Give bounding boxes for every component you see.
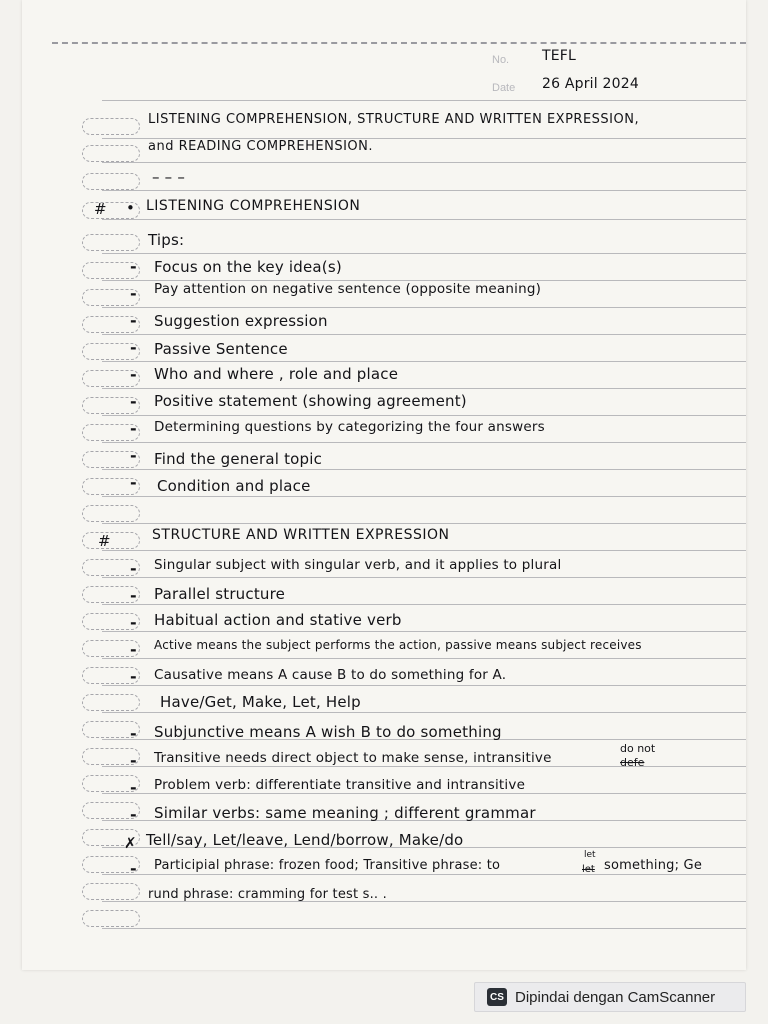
dash-bullet: - — [130, 392, 137, 411]
ruled-line — [102, 928, 746, 929]
struck-text: let — [582, 864, 595, 875]
bullet-icon: • — [126, 199, 135, 217]
list-item: Transitive needs direct object to make sense, intransitive — [154, 750, 552, 766]
margin-hole — [82, 694, 140, 711]
margin-hole — [82, 173, 140, 190]
list-item: Pay attention on negative sentence (opposite meaning) — [154, 281, 542, 297]
dash-bullet: - — [130, 805, 137, 824]
list-item: Focus on the key idea(s) — [154, 258, 342, 276]
list-item: Tell/say, Let/leave, Lend/borrow, Make/do — [146, 831, 464, 849]
list-item: Active means the subject performs the action, passive means subject receives — [154, 638, 642, 652]
ruled-line — [102, 334, 746, 335]
tips-label: Tips: — [148, 231, 185, 249]
title-separator: – – – — [152, 168, 186, 186]
cross-mark-icon: ✗ — [124, 834, 137, 852]
list-item: Who and where , role and place — [154, 365, 399, 383]
list-item-continuation: something; Ge — [604, 858, 703, 873]
dash-bullet: - — [130, 586, 137, 605]
margin-hole — [82, 234, 140, 251]
camscanner-watermark — [474, 982, 746, 1012]
dash-bullet: - — [130, 559, 137, 578]
dash-bullet: - — [130, 751, 137, 770]
no-label: No. — [492, 54, 510, 66]
ruled-line — [102, 712, 746, 713]
inserted-text: let — [584, 850, 596, 860]
watermark-text: Dipindai dengan CamScanner — [515, 988, 716, 1006]
list-item: Parallel structure — [154, 585, 286, 603]
ruled-line — [102, 685, 746, 686]
margin-hole — [82, 532, 140, 549]
ruled-line — [102, 469, 746, 470]
title-line-1: LISTENING COMPREHENSION, STRUCTURE AND WRITTEN EXPRESSION, — [148, 112, 640, 127]
date-value: 26 April 2024 — [542, 76, 639, 92]
ruled-line — [102, 100, 746, 101]
margin-hole — [82, 883, 140, 900]
dash-bullet: - — [130, 257, 137, 276]
ruled-line — [102, 496, 746, 497]
dash-bullet: - — [130, 667, 137, 686]
ruled-line — [102, 442, 746, 443]
inserted-text: do not — [620, 742, 656, 755]
page-top-border — [52, 42, 746, 44]
ruled-line — [102, 604, 746, 605]
ruled-line — [102, 219, 746, 220]
section-marker: # — [98, 532, 111, 550]
ruled-line — [102, 361, 746, 362]
ruled-line — [102, 162, 746, 163]
ruled-line — [102, 415, 746, 416]
list-item: Condition and place — [157, 477, 311, 495]
list-item: Participial phrase: frozen food; Transitive phrase: to — [154, 858, 501, 873]
ruled-line — [102, 388, 746, 389]
dash-bullet: - — [130, 613, 137, 632]
camscanner-logo-icon: CS — [487, 988, 507, 1006]
margin-hole — [82, 910, 140, 927]
section-marker: # — [94, 200, 107, 218]
section-heading-structure: STRUCTURE AND WRITTEN EXPRESSION — [152, 527, 450, 543]
causative-examples: Have/Get, Make, Let, Help — [160, 693, 361, 711]
list-item: rund phrase: cramming for test s.. . — [148, 887, 387, 902]
dash-bullet: - — [130, 859, 137, 878]
ruled-line — [102, 793, 746, 794]
list-item: Find the general topic — [154, 450, 323, 468]
ruled-line — [102, 523, 746, 524]
dash-bullet: - — [130, 338, 137, 357]
ruled-line — [102, 874, 746, 875]
list-item: Passive Sentence — [154, 340, 288, 358]
list-item: Subjunctive means A wish B to do something — [154, 723, 502, 741]
title-line-2: and READING COMPREHENSION. — [148, 139, 374, 154]
dash-bullet: - — [130, 473, 137, 492]
list-item: Singular subject with singular verb, and it applies to plural — [154, 557, 562, 573]
dash-bullet: - — [130, 778, 137, 797]
dash-bullet: - — [130, 640, 137, 659]
dash-bullet: - — [130, 284, 137, 303]
margin-hole — [82, 505, 140, 522]
dash-bullet: - — [130, 446, 137, 465]
ruled-line — [102, 577, 746, 578]
dash-bullet: - — [130, 724, 137, 743]
list-item: Problem verb: differentiate transitive and intransitive — [154, 777, 526, 793]
dash-bullet: - — [130, 365, 137, 384]
section-heading-listening: LISTENING COMPREHENSION — [146, 198, 361, 214]
ruled-line — [102, 658, 746, 659]
list-item: Positive statement (showing agreement) — [154, 392, 467, 410]
no-value: TEFL — [542, 48, 577, 64]
ruled-line — [102, 631, 746, 632]
dash-bullet: - — [130, 311, 137, 330]
date-label: Date — [492, 82, 516, 94]
list-item: Suggestion expression — [154, 312, 328, 330]
list-item: Determining questions by categorizing the four answers — [154, 419, 545, 435]
ruled-line — [102, 766, 746, 767]
ruled-line — [102, 190, 746, 191]
list-item: Causative means A cause B to do something for A. — [154, 667, 507, 683]
list-item: Similar verbs: same meaning ; different grammar — [154, 804, 536, 822]
dash-bullet: - — [130, 419, 137, 438]
list-item: Habitual action and stative verb — [154, 611, 402, 629]
margin-hole — [82, 118, 140, 135]
ruled-line — [102, 307, 746, 308]
ruled-line — [102, 550, 746, 551]
ruled-line — [102, 253, 746, 254]
struck-text: defe — [620, 756, 645, 769]
margin-hole — [82, 145, 140, 162]
notebook-page — [22, 0, 746, 970]
